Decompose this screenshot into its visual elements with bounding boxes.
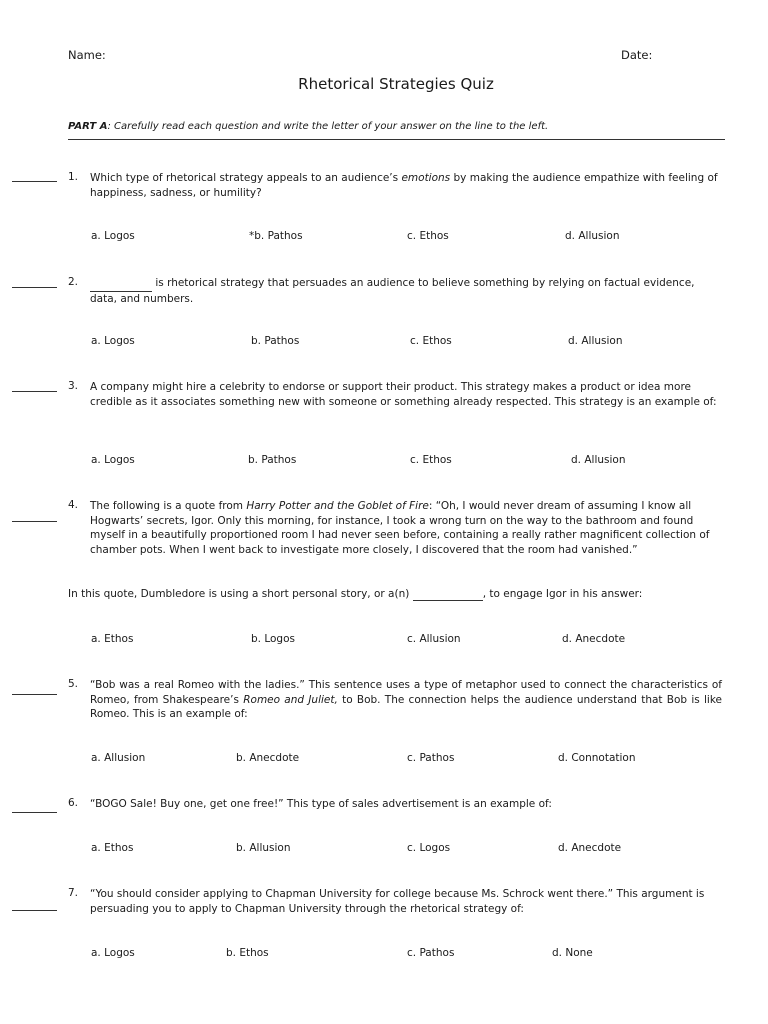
option-7c: c. Pathos bbox=[407, 947, 455, 959]
option-5d: d. Connotation bbox=[558, 752, 636, 764]
question-text-6: “BOGO Sale! Buy one, get one free!” This type of sales advertisement is an example of: bbox=[90, 798, 552, 810]
option-6c: c. Logos bbox=[407, 842, 451, 854]
option-7d: d. None bbox=[552, 947, 593, 959]
option-3a: a. Logos bbox=[91, 454, 135, 466]
option-7b: b. Ethos bbox=[226, 947, 269, 959]
part-label: PART A bbox=[68, 121, 108, 132]
option-2d: d. Allusion bbox=[568, 335, 623, 347]
option-1c: c. Ethos bbox=[407, 230, 449, 242]
question-text-5: “Bob was a real Romeo with the ladies.” This sentence uses a type of metaphor used to connect the characteristics of Romeo, from Shakespeare’s Romeo and Juliet, to Bob. The connection helps the audience understand that Bob is like Romeo. This is an example of: bbox=[90, 679, 722, 720]
answer-line-7[interactable] bbox=[12, 910, 57, 911]
option-6b: b. Allusion bbox=[236, 842, 291, 854]
page-title: Rhetorical Strategies Quiz bbox=[298, 75, 494, 93]
question-4-followup: In this quote, Dumbledore is using a short personal story, or a(n) , to engage Igor in his answer: bbox=[68, 588, 643, 600]
option-5a: a. Allusion bbox=[91, 752, 146, 764]
option-3b: b. Pathos bbox=[248, 454, 297, 466]
option-2a: a. Logos bbox=[91, 335, 135, 347]
option-4b: b. Logos bbox=[251, 633, 295, 645]
answer-line-6[interactable] bbox=[12, 812, 57, 813]
question-text-3: A company might hire a celebrity to endorse or support their product. This strategy makes a product or idea more credible as it associates something new with someone or something already respected. This strategy is an example of: bbox=[90, 381, 717, 408]
question-number-7: 7. bbox=[68, 887, 79, 899]
question-text-2: is rhetorical strategy that persuades an audience to believe something by relying on factual evidence, data, and numbers. bbox=[90, 277, 695, 305]
name-label: Name: bbox=[68, 48, 106, 62]
option-4d: d. Anecdote bbox=[562, 633, 626, 645]
question-text-1: Which type of rhetorical strategy appeals to an audience’s emotions by making the audience empathize with feeling of happiness, sadness, or humility? bbox=[90, 172, 718, 199]
inline-blank-4 bbox=[413, 588, 483, 601]
instructions-text: : Carefully read each question and write the letter of your answer on the line to the left. bbox=[107, 121, 549, 132]
option-5b: b. Anecdote bbox=[236, 752, 300, 764]
answer-line-3[interactable] bbox=[12, 391, 57, 392]
option-2c: c. Ethos bbox=[410, 335, 452, 347]
question-number-2: 2. bbox=[68, 276, 79, 288]
option-6a: a. Ethos bbox=[91, 842, 134, 854]
answer-line-1[interactable] bbox=[12, 181, 57, 182]
option-4a: a. Ethos bbox=[91, 633, 134, 645]
option-3c: c. Ethos bbox=[410, 454, 452, 466]
inline-blank-2 bbox=[90, 276, 152, 292]
option-5c: c. Pathos bbox=[407, 752, 455, 764]
option-1b: *b. Pathos bbox=[249, 230, 303, 242]
option-4c: c. Allusion bbox=[407, 633, 461, 645]
option-7a: a. Logos bbox=[91, 947, 135, 959]
date-label: Date: bbox=[621, 48, 653, 62]
option-2b: b. Pathos bbox=[251, 335, 300, 347]
answer-line-4[interactable] bbox=[12, 521, 57, 522]
question-text-4: The following is a quote from Harry Potter and the Goblet of Fire: “Oh, I would never dream of assuming I know all Hogwarts’ secrets, Igor. Only this morning, for instance, I took a wrong turn on the way to the bathroom and found myself in a beautifully proportioned room I had never seen before, containing a really rather magnificent collection of chamber pots. When I went back to investigate more closely, I discovered that the room had vanished.” bbox=[90, 500, 710, 556]
part-a-instructions bbox=[68, 121, 548, 132]
option-6d: d. Anecdote bbox=[558, 842, 622, 854]
option-3d: d. Allusion bbox=[571, 454, 626, 466]
answer-line-5[interactable] bbox=[12, 694, 57, 695]
question-number-6: 6. bbox=[68, 797, 79, 809]
answer-line-2[interactable] bbox=[12, 287, 57, 288]
option-1a: a. Logos bbox=[91, 230, 135, 242]
question-number-1: 1. bbox=[68, 171, 79, 183]
option-1d: d. Allusion bbox=[565, 230, 620, 242]
question-number-5: 5. bbox=[68, 678, 79, 690]
header-divider bbox=[68, 139, 725, 140]
question-number-3: 3. bbox=[68, 380, 79, 392]
question-text-7: “You should consider applying to Chapman University for college because Ms. Schrock went there.” This argument is persuading you to apply to Chapman University through the rhetorical strategy of: bbox=[90, 888, 705, 915]
question-number-4: 4. bbox=[68, 499, 79, 511]
